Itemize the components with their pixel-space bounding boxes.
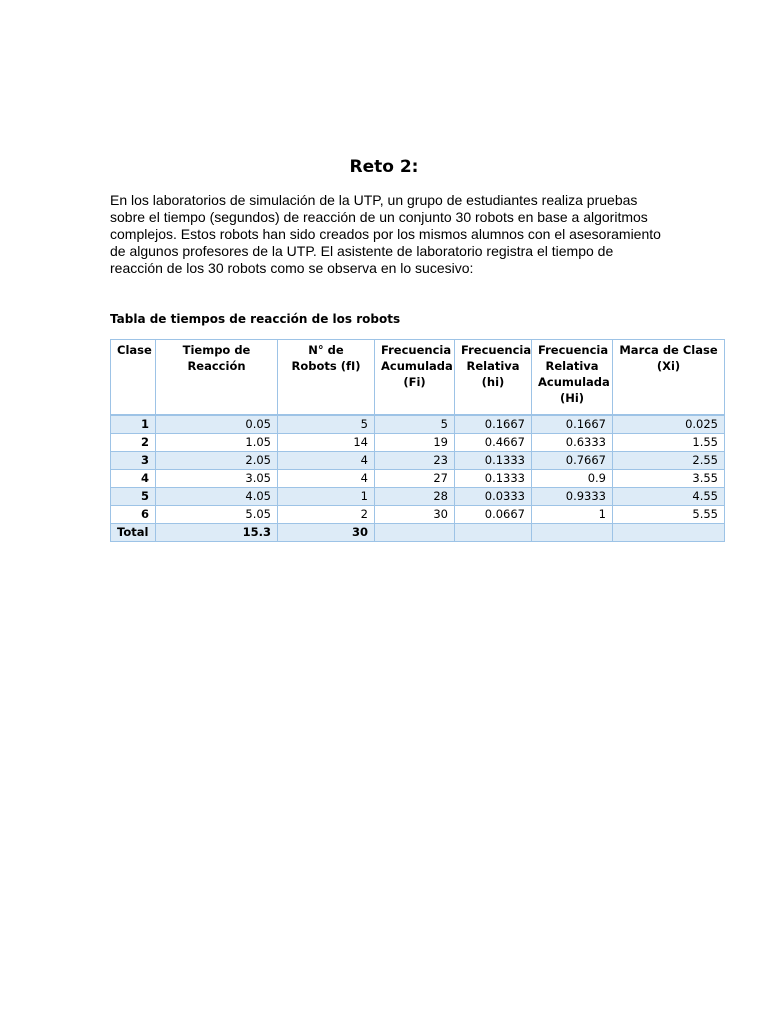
cell-Hi: 0.6333: [532, 434, 613, 452]
total-empty-cell: [613, 524, 725, 542]
cell-hi: 0.0333: [455, 488, 532, 506]
cell-xi: 2.55: [613, 452, 725, 470]
header-clase: Clase: [111, 340, 156, 416]
cell-fi: 23: [375, 452, 455, 470]
cell-robots: 1: [278, 488, 375, 506]
cell-robots: 5: [278, 415, 375, 434]
cell-xi: 0.025: [613, 415, 725, 434]
cell-tiempo: 1.05: [156, 434, 278, 452]
total-tiempo: 15.3: [156, 524, 278, 542]
cell-xi: 5.55: [613, 506, 725, 524]
cell-hi: 0.1333: [455, 452, 532, 470]
cell-Hi: 0.9333: [532, 488, 613, 506]
total-empty-cell: [532, 524, 613, 542]
table-row: [111, 506, 725, 524]
header-frecuencia-acumulada: Frecuencia Acumulada (Fi): [375, 340, 455, 416]
cell-robots: 4: [278, 470, 375, 488]
header-robots: N° de Robots (fI): [278, 340, 375, 416]
cell-clase: 4: [111, 470, 156, 488]
cell-fi: 27: [375, 470, 455, 488]
cell-robots: 2: [278, 506, 375, 524]
reaction-time-table: [110, 339, 725, 542]
cell-robots: 14: [278, 434, 375, 452]
cell-tiempo: 4.05: [156, 488, 278, 506]
cell-hi: 0.4667: [455, 434, 532, 452]
cell-tiempo: 0.05: [156, 415, 278, 434]
total-empty-cell: [375, 524, 455, 542]
header-tiempo: Tiempo de Reacción: [156, 340, 278, 416]
cell-robots: 4: [278, 452, 375, 470]
cell-hi: 0.0667: [455, 506, 532, 524]
cell-fi: 5: [375, 415, 455, 434]
header-frecuencia-relativa-acumulada: Frecuencia Relativa Acumulada (Hi): [532, 340, 613, 416]
total-empty-cell: [455, 524, 532, 542]
cell-xi: 1.55: [613, 434, 725, 452]
table-row: [111, 470, 725, 488]
cell-Hi: 0.7667: [532, 452, 613, 470]
cell-xi: 4.55: [613, 488, 725, 506]
intro-paragraph: En los laboratorios de simulación de la UTP, un grupo de estudiantes realiza pruebas sobre el tiempo (segundos) de reacción de un conjunto 30 robots en base a algoritmos complejos. Estos robots han sido creados por los mismos alumnos con el asesoramiento de algunos profesores de la UTP. El asistente de laboratorio registra el tiempo de reacción de los 30 robots como se observa en lo sucesivo:: [110, 192, 661, 276]
cell-clase: 1: [111, 415, 156, 434]
cell-fi: 30: [375, 506, 455, 524]
table-header-row: [111, 340, 725, 416]
cell-Hi: 0.9: [532, 470, 613, 488]
table-row: [111, 452, 725, 470]
cell-hi: 0.1333: [455, 470, 532, 488]
cell-Hi: 0.1667: [532, 415, 613, 434]
table-row: [111, 488, 725, 506]
table-total-row: [111, 524, 725, 542]
cell-tiempo: 3.05: [156, 470, 278, 488]
cell-Hi: 1: [532, 506, 613, 524]
cell-clase: 2: [111, 434, 156, 452]
cell-fi: 19: [375, 434, 455, 452]
total-robots: 30: [278, 524, 375, 542]
table-row: [111, 415, 725, 434]
cell-tiempo: 2.05: [156, 452, 278, 470]
cell-fi: 28: [375, 488, 455, 506]
cell-tiempo: 5.05: [156, 506, 278, 524]
cell-hi: 0.1667: [455, 415, 532, 434]
cell-clase: 3: [111, 452, 156, 470]
table-caption: Tabla de tiempos de reacción de los robots: [110, 312, 401, 326]
cell-clase: 6: [111, 506, 156, 524]
header-marca-clase: Marca de Clase (Xi): [613, 340, 725, 416]
cell-clase: 5: [111, 488, 156, 506]
page-title: Reto 2:: [349, 157, 419, 177]
table-row: [111, 434, 725, 452]
header-frecuencia-relativa: Frecuencia Relativa (hi): [455, 340, 532, 416]
total-label: Total: [111, 524, 156, 542]
cell-xi: 3.55: [613, 470, 725, 488]
